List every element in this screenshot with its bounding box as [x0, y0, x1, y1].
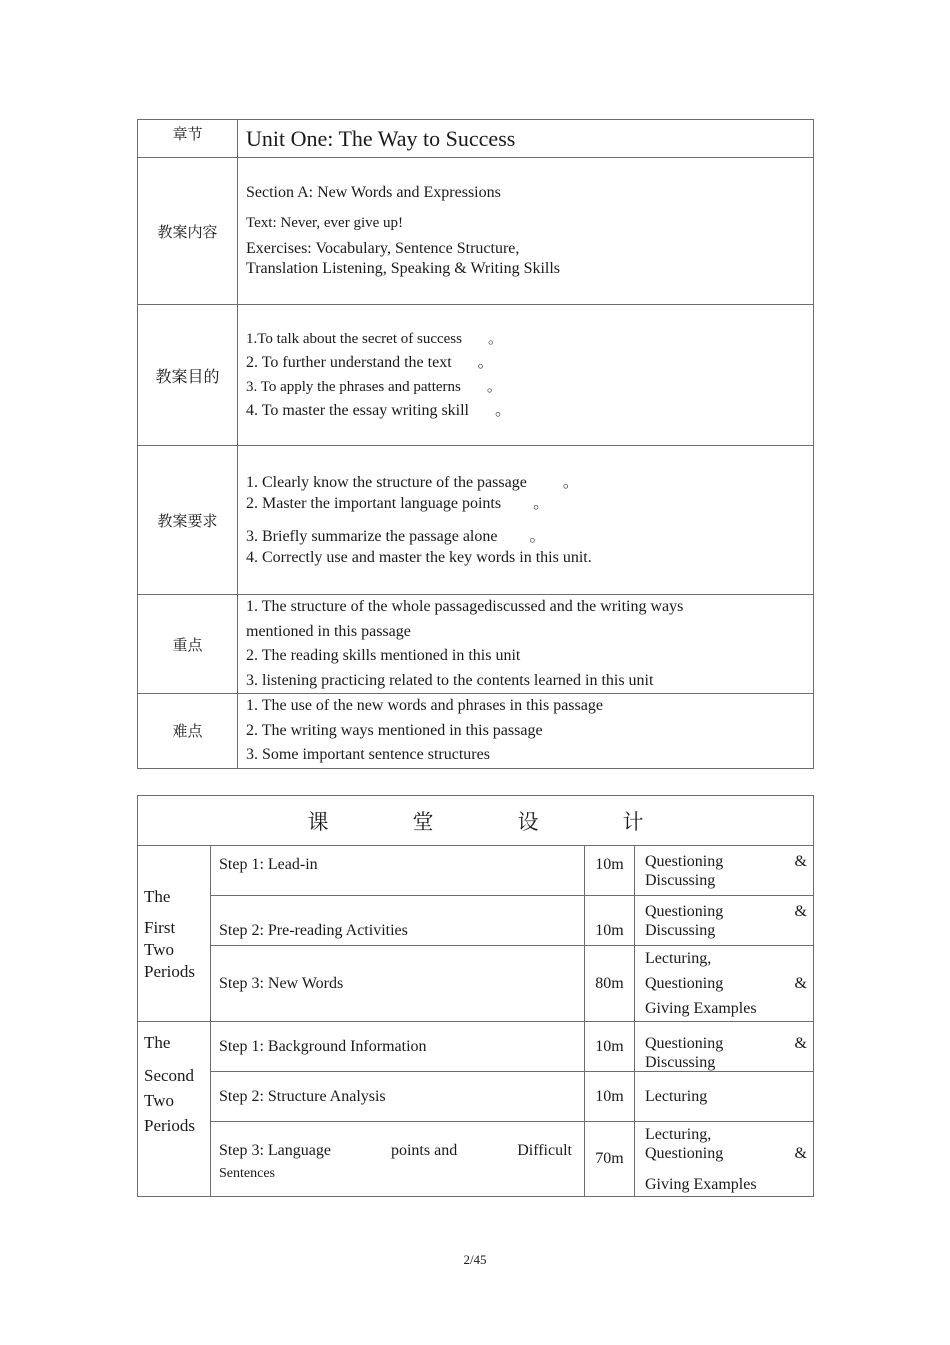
- step-time: 10m: [585, 846, 635, 896]
- ampersand: &: [794, 902, 807, 920]
- method-text: Questioning: [645, 902, 724, 920]
- period-label-line: Two: [144, 1091, 174, 1110]
- method-text: Discussing: [645, 921, 716, 939]
- step-name: Step 3: New Words: [211, 946, 585, 1022]
- step-row: [138, 1022, 814, 1072]
- goals-label: 教案目的: [138, 305, 238, 446]
- goal-line: 4. To master the essay writing skill: [246, 402, 469, 419]
- step-name-part: Step 3: Language: [219, 1142, 331, 1159]
- step-method: [635, 1022, 814, 1072]
- requirement-line: 3. Briefly summarize the passage alone: [246, 528, 498, 545]
- ampersand: &: [794, 852, 807, 870]
- method-text: Discussing: [645, 1054, 716, 1071]
- period-label-line: Periods: [144, 1116, 195, 1135]
- requirement-line: 4. Correctly use and master the key words in this unit.: [246, 549, 592, 566]
- requirements-row: [138, 446, 814, 595]
- period-mark: 。: [562, 474, 579, 491]
- method-text: Questioning: [645, 1144, 724, 1162]
- period-label-first: [138, 846, 211, 1022]
- difficulty-line: 1. The use of the new words and phrases in this passage: [246, 697, 603, 714]
- step-time: 70m: [585, 1122, 635, 1197]
- step-name-part: Difficult: [517, 1142, 572, 1159]
- step-name: [211, 1122, 585, 1197]
- key-points-label: 重点: [138, 595, 238, 694]
- header-char: 堂: [412, 809, 434, 834]
- step-name: Step 2: Structure Analysis: [211, 1072, 585, 1122]
- goal-line: 2. To further understand the text: [246, 354, 452, 371]
- difficulties-label: 难点: [138, 694, 238, 769]
- step-method: [635, 946, 814, 1022]
- step-row: [138, 1122, 814, 1197]
- page-number: 2/45: [463, 1252, 487, 1267]
- method-text: Discussing: [645, 871, 716, 889]
- content-line: Exercises: Vocabulary, Sentence Structure,: [246, 240, 520, 257]
- step-name: Step 2: Pre-reading Activities: [211, 896, 585, 946]
- period-mark: 。: [486, 379, 502, 395]
- lesson-info-table: [137, 119, 814, 769]
- ampersand: &: [794, 1035, 807, 1052]
- period-label-line: Periods: [144, 961, 195, 981]
- key-point-line: mentioned in this passage: [246, 622, 411, 640]
- method-text: Giving Examples: [645, 1175, 757, 1193]
- ampersand: &: [794, 975, 807, 992]
- step-name-part: Sentences: [219, 1166, 275, 1181]
- difficulties-cell: [238, 694, 814, 769]
- period-mark: 。: [533, 495, 550, 512]
- classroom-design-table: [137, 795, 814, 1197]
- step-name: Step 1: Background Information: [211, 1022, 585, 1072]
- content-line: Translation Listening, Speaking & Writing Skills: [246, 260, 561, 277]
- step-time: 80m: [585, 946, 635, 1022]
- step-method: Lecturing: [635, 1072, 814, 1122]
- method-text: Lecturing,: [645, 950, 712, 967]
- key-points-row: [138, 595, 814, 694]
- step-time: 10m: [585, 896, 635, 946]
- requirement-line: 2. Master the important language points: [246, 495, 502, 512]
- step-method: [635, 896, 814, 946]
- design-header-row: [138, 796, 814, 846]
- step-row: [138, 1072, 814, 1122]
- content-label: 教案内容: [138, 158, 238, 305]
- key-point-line: 3. listening practicing related to the contents learned in this unit: [246, 671, 654, 689]
- content-cell: [238, 158, 814, 305]
- key-point-line: 1. The structure of the whole passagediscussed and the writing ways: [246, 598, 684, 615]
- method-text: Giving Examples: [645, 1000, 757, 1017]
- period-label-line: The: [144, 1033, 171, 1052]
- method-text: Questioning: [645, 975, 724, 992]
- period-mark: 。: [529, 528, 546, 545]
- method-text: Questioning: [645, 1035, 724, 1052]
- key-point-line: 2. The reading skills mentioned in this unit: [246, 647, 521, 664]
- ampersand: &: [794, 1144, 807, 1162]
- content-line: Section A: New Words and Expressions: [246, 184, 501, 201]
- chapter-title: Unit One: The Way to Success: [238, 120, 814, 158]
- step-name-part: points and: [390, 1142, 458, 1159]
- difficulties-row: [138, 694, 814, 769]
- step-row: [138, 896, 814, 946]
- step-row: [138, 946, 814, 1022]
- requirements-label: 教案要求: [138, 446, 238, 595]
- difficulty-line: 3. Some important sentence structures: [246, 746, 490, 763]
- period-mark: 。: [487, 331, 503, 347]
- content-line: Text: Never, ever give up!: [246, 215, 404, 231]
- requirement-line: 1. Clearly know the structure of the passage: [246, 474, 527, 491]
- key-points-cell: [238, 595, 814, 694]
- design-header: [138, 796, 814, 846]
- content-row: [138, 158, 814, 305]
- step-method: [635, 846, 814, 896]
- goals-row: [138, 305, 814, 446]
- period-label-second: [138, 1022, 211, 1197]
- chapter-row: [138, 120, 814, 158]
- step-time: 10m: [585, 1022, 635, 1072]
- method-text: Lecturing,: [645, 1125, 712, 1143]
- header-char: 课: [307, 809, 329, 834]
- period-mark: 。: [477, 354, 494, 371]
- requirements-cell: [238, 446, 814, 595]
- chapter-label: 章节: [138, 120, 238, 158]
- period-label-line: First: [144, 917, 176, 937]
- goals-cell: [238, 305, 814, 446]
- period-label-line: Second: [144, 1066, 195, 1085]
- goal-line: 3. To apply the phrases and patterns: [246, 379, 461, 395]
- period-mark: 。: [495, 402, 512, 419]
- step-name: Step 1: Lead-in: [211, 846, 585, 896]
- step-method: [635, 1122, 814, 1197]
- period-label-line: Two: [144, 939, 174, 959]
- header-char: 计: [622, 809, 644, 834]
- difficulty-line: 2. The writing ways mentioned in this passage: [246, 721, 543, 739]
- step-time: 10m: [585, 1072, 635, 1122]
- header-char: 设: [517, 809, 539, 834]
- period-label-line: The: [144, 886, 171, 906]
- step-row: [138, 846, 814, 896]
- goal-line: 1.To talk about the secret of success: [246, 331, 462, 347]
- method-text: Questioning: [645, 852, 724, 870]
